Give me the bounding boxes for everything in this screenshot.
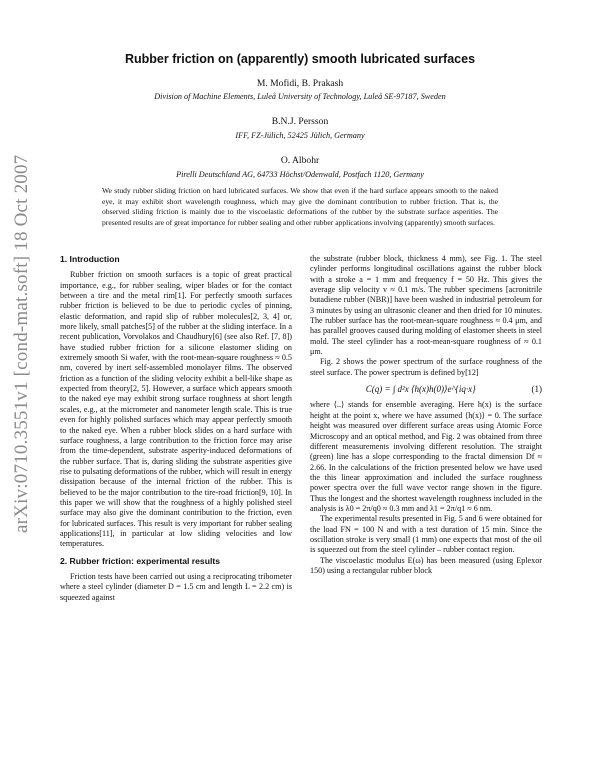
authors-2: B.N.J. Persson (271, 116, 329, 127)
affiliation-1: Division of Machine Elements, Luleå University of Technology, Luleå SE-97187, Sweden (154, 92, 446, 101)
equation-number: (1) (531, 384, 542, 395)
affiliation-3: Pirelli Deutschland AG, 64733 Höchst/Odenwald, Postfach 1120, Germany (176, 170, 424, 179)
left-column (60, 254, 292, 603)
affiliation-2: IFF, FZ-Jülich, 52425 Jülich, Germany (235, 131, 365, 140)
section-heading-introduction: 1. Introduction (60, 254, 120, 264)
power-spectrum-paragraph: Fig. 2 shows the power spectrum of the surface roughness of the steel surface. The power spectrum is defined by[12] (310, 357, 542, 377)
abstract: We study rubber sliding friction on hard lubricated surfaces. We show that even if the hard surface appears smooth to the naked eye, it may exhibit short wavelength roughness, which may give the dominant contribution to rubber friction. That is, the observed sliding friction is mainly due to the viscoelastic deformations of the rubber by the substrate surface asperities. The presented results are of great importance for rubber sealing and other rubber applications involving (apparently) smooth surfaces. (102, 186, 498, 227)
equation-1 (310, 384, 542, 394)
authors-1: M. Mofidi, B. Prakash (256, 78, 344, 89)
definition-paragraph: where ⟨..⟩ stands for ensemble averaging. Here h(x) is the surface height at the point x, where we have assumed ⟨h(x)⟩ = 0. The surface height was measured over different surface areas using Atomic Force Microscopy and an optical method, and Fig. 2 was obtained from three different measurements involving different resolution. The straight (green) line has a slope corresponding to the fractal dimension Df ≈ 2.66. In the calculations of the friction presented below we have used the this linear approximation and included the surface roughness power spectra over the full wave vector range shown in the figure. Thus the longest and the shortest wavelength roughness included in the analysis is λ0 = 2π/q0 ≈ 0.3 mm and λ1 = 2π/q1 ≈ 6 nm. (310, 400, 542, 513)
arxiv-stamp: arXiv:0710.3551v1 [cond-mat.soft] 18 Oct 2007 (11, 154, 32, 533)
paper-title: Rubber friction on (apparently) smooth lubricated surfaces (124, 52, 476, 66)
intro-paragraph: Rubber friction on smooth surfaces is a topic of great practical importance, e.g., for rubber sealing, wiper blades or for the contact between a tire and the metal rim[1]. For perfectly smooth surfaces rubber friction is believed to be due to periodic cycles of pinning, elastic deformation, and rapid slip of rubber molecules[2, 3, 4] or, more likely, small patches[5] of the rubber at the sliding interface. In a recent publication, Vorvolakos and Chaudhury[6] (see also Ref. [7, 8]) have studied rubber friction for a silicone elastomer sliding on extremely smooth Si wafer, with the root-mean-square roughness ≈ 0.5 nm, covered by inert self-assembled monolayer films. The observed friction as a function of the sliding velocity exhibit a bell-like shape as expected from theory[2, 5]. However, a surface which appears smooth to the naked eye may exhibit strong surface roughness at short length scales, e.g., at the micrometer and nanometer length scale. This is true even for highly polished surfaces which may appear perfectly smooth to the naked eye. When a rubber block slides on a hard surface with surface roughness, a large contribution to the friction force may arise from the time-dependent, substrate asperity-induced deformations of the rubber surface. That is, during sliding the substrate asperities give rise to pulsating deformations of the rubber, which will result in energy dissipation because of the internal friction of the rubber. This is believed to be the major contribution to the tire-road friction[9, 10]. In this paper we will show that the roughness of a highly polished steel surface may also give the dominant contribution to the friction, even for lubricated surfaces. This result is very important for rubber sealing applications[11], in particular at low sliding velocities and low temperatures. (60, 270, 292, 549)
experimental-paragraph: Friction tests have been carried out using a reciprocating tribometer where a steel cylinder (diameter D = 1.5 cm and length L = 2.2 cm) is squeezed against (60, 571, 292, 602)
section-heading-experimental: 2. Rubber friction: experimental results (60, 555, 220, 566)
results-paragraph: The experimental results presented in Fig. 5 and 6 were obtained for the load FN = 100 N and with a test duration of 15 min. Since the oscillation stroke is very small (1 mm) one expects that most of the oil is squeezed out from the steel cylinder – rubber contact region. (310, 514, 543, 555)
modulus-paragraph: The viscoelastic modulus E(ω) has been measured (using Eplexor 150) using a rectangular rubber block (310, 555, 542, 575)
authors-3: O. Albohr (280, 155, 320, 166)
equation-body: C(q) = ∫ d²x ⟨h(x)h(0)⟩e^{iq·x} (365, 384, 476, 395)
right-column (310, 254, 542, 576)
setup-paragraph: the substrate (rubber block, thickness 4 mm), see Fig. 1. The steel cylinder performs longitudinal oscillations against the rubber block with a stroke a = 1 mm and frequency f = 50 Hz. This gives the average slip velocity v ≈ 0.1 m/s. The rubber specimens [acronitrile butadiene rubber (NBR)] have been washed in industrial petroleum for 3 minutes by using an ultrasonic cleaner and then dried for 10 minutes. The rubber surface has the root-mean-square roughness ≈ 0.4 μm, and has parallel grooves caused during molding of elastomer sheets in steel mold. The steel cylinder has a root-mean-square roughness of ≈ 0.1 μm. (310, 254, 542, 357)
